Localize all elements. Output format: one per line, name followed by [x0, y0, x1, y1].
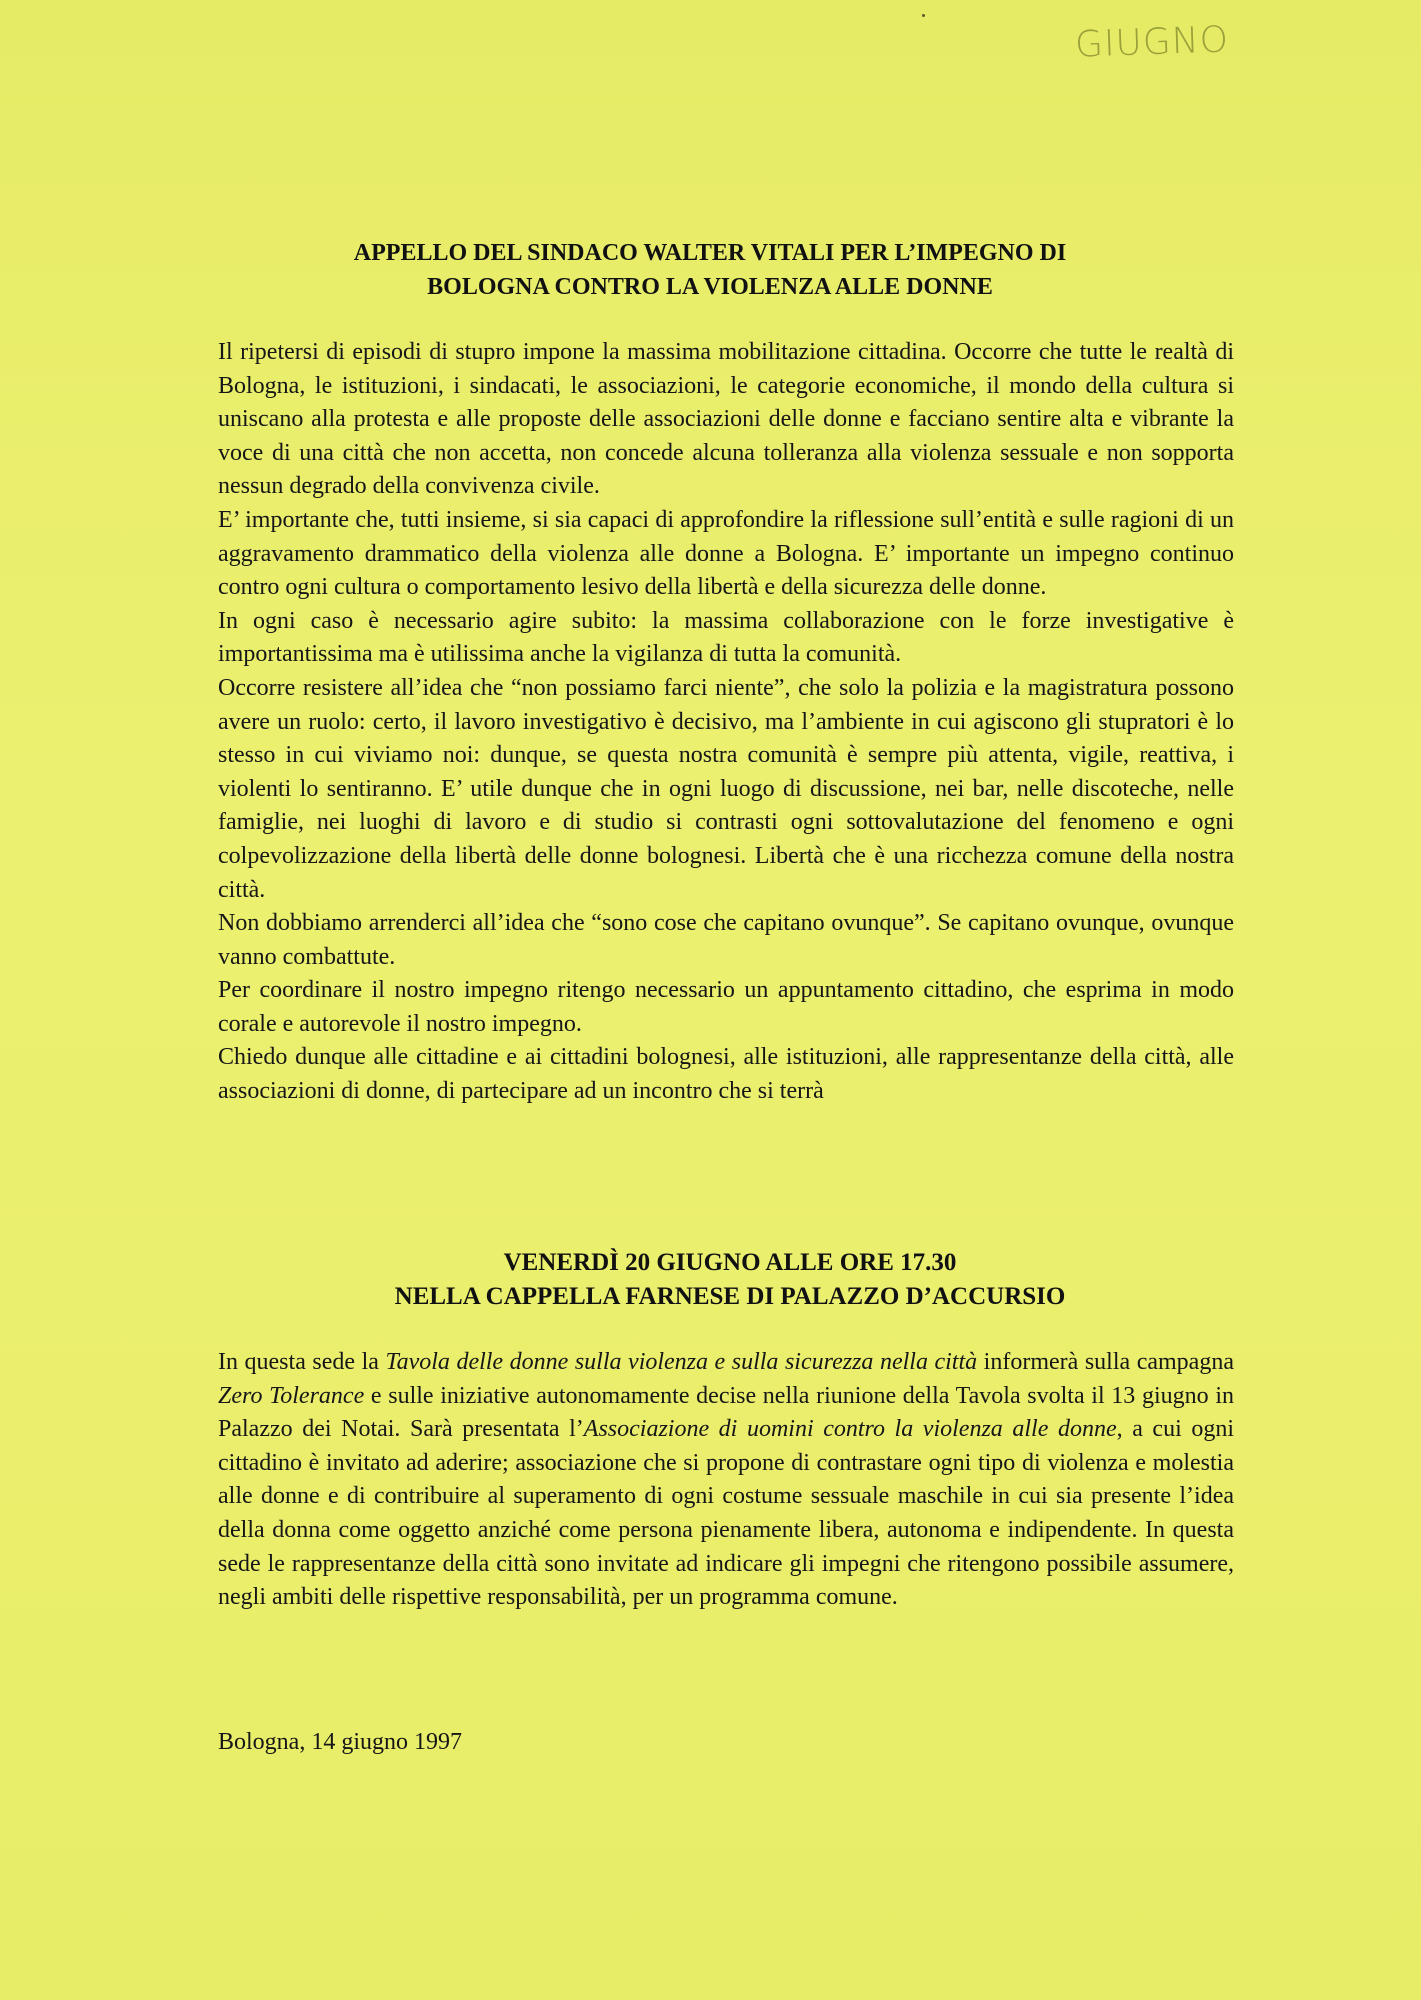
closing-paragraph — [218, 1346, 1234, 1615]
document-title — [210, 236, 1210, 304]
paragraph-2: E’ importante che, tutti insieme, si sia capaci di approfondire la riflessione sull’entità e sulle ragioni di un aggravamento drammatico della violenza alle donne a Bologna. E’ importante un impegno continuo contro ogni cultura o comportamento lesivo della libertà e della sicurezza delle donne. — [218, 506, 1234, 601]
handwritten-annotation: GIUGNO — [1074, 19, 1230, 66]
event-date-line: VENERDÌ 20 GIUGNO ALLE ORE 17.30 — [503, 1249, 957, 1276]
closing-text-4: , a cui ogni cittadino è invitato ad aderire; associazione che si propone di contrastare ogni tipo di violenza e molestia alle donne e di contribuire al superamento di ogni costume sessuale maschile in cui sia presente l’idea della donna come oggetto anziché come persona pienamente libera, autonoma e indipendente. In questa sede le rappresentanze della città sono invitate ad indicare gli impegni che ritengono possibile assumere, negli ambiti delle rispettive responsabilità, per un programma comune. — [218, 1416, 1235, 1611]
closing-italic-associazione: Associazione di uomini contro la violenza alle donne — [583, 1416, 1117, 1443]
closing-body — [218, 1346, 1234, 1615]
paragraph-4: Occorre resistere all’idea che “non possiamo farci niente”, che solo la polizia e la magistratura possono avere un ruolo: certo, il lavoro investigativo è decisivo, ma l’ambiente in cui agiscono gli stupratori è lo stesso in cui viviamo noi: dunque, se questa nostra comunità è sempre più attenta, vigile, reattiva, i violenti lo sentiranno. E’ utile dunque che in ogni luogo di discussione, nei bar, nelle discoteche, nelle famiglie, nei luoghi di lavoro e di studio si contrasti ogni sottovalutazione del fenomeno e ogni colpevolizzazione della libertà delle donne bolognesi. Libertà che è una ricchezza comune della nostra città. — [218, 674, 1234, 903]
event-announcement — [210, 1246, 1250, 1314]
paragraph-6: Per coordinare il nostro impegno ritengo necessario un appuntamento cittadino, che esprima in modo corale e autorevole il nostro impegno. — [218, 977, 1234, 1037]
closing-italic-tavola: Tavola delle donne sulla violenza e sulla sicurezza nella città — [385, 1349, 978, 1375]
paper-speck — [922, 14, 925, 17]
title-line-2: BOLOGNA CONTRO LA VIOLENZA ALLE DONNE — [427, 274, 993, 300]
paragraph-7: Chiedo dunque alle cittadine e ai cittadini bolognesi, alle istituzioni, alle rappresentanze della città, alle associazioni di donne, di partecipare ad un incontro che si terrà — [218, 1044, 1234, 1105]
signoff-date: Bologna, 14 giugno 1997 — [218, 1729, 462, 1755]
closing-text-1: In questa sede la — [218, 1349, 386, 1375]
paragraph-3: In ogni caso è necessario agire subito: la massima collaborazione con le forze investigative è importantissima ma è utilissima anche la vigilanza di tutta la comunità. — [218, 607, 1234, 668]
title-line-1: APPELLO DEL SINDACO WALTER VITALI PER L’IMPEGNO DI — [353, 240, 1067, 266]
event-location-line: NELLA CAPPELLA FARNESE DI PALAZZO D’ACCURSIO — [394, 1283, 1066, 1310]
closing-italic-zero-tolerance: Zero Tolerance — [218, 1382, 365, 1409]
closing-text-2: informerà sulla campagna — [977, 1349, 1234, 1375]
closing-text-3: e sulle iniziative autonomamente decise nella riunione della Tavola svolta il 13 giugno in Palazzo dei Notai. Sarà presentata l’ — [218, 1382, 1234, 1443]
main-body — [218, 336, 1234, 1109]
paragraph-5: Non dobbiamo arrenderci all’idea che “sono cose che capitano ovunque”. Se capitano ovunque, ovunque vanno combattute. — [218, 910, 1234, 970]
paragraph-1: Il ripetersi di episodi di stupro impone la massima mobilitazione cittadina. Occorre che tutte le realtà di Bologna, le istituzioni, i sindacati, le associazioni, le categorie economiche, il mondo della cultura si uniscano alla protesta e alle proposte delle associazioni delle donne e facciano sentire alta e vibrante la voce di una città che non accetta, non concede alcuna tolleranza alla violenza sessuale e non sopporta nessun degrado della convivenza civile. — [218, 339, 1234, 500]
